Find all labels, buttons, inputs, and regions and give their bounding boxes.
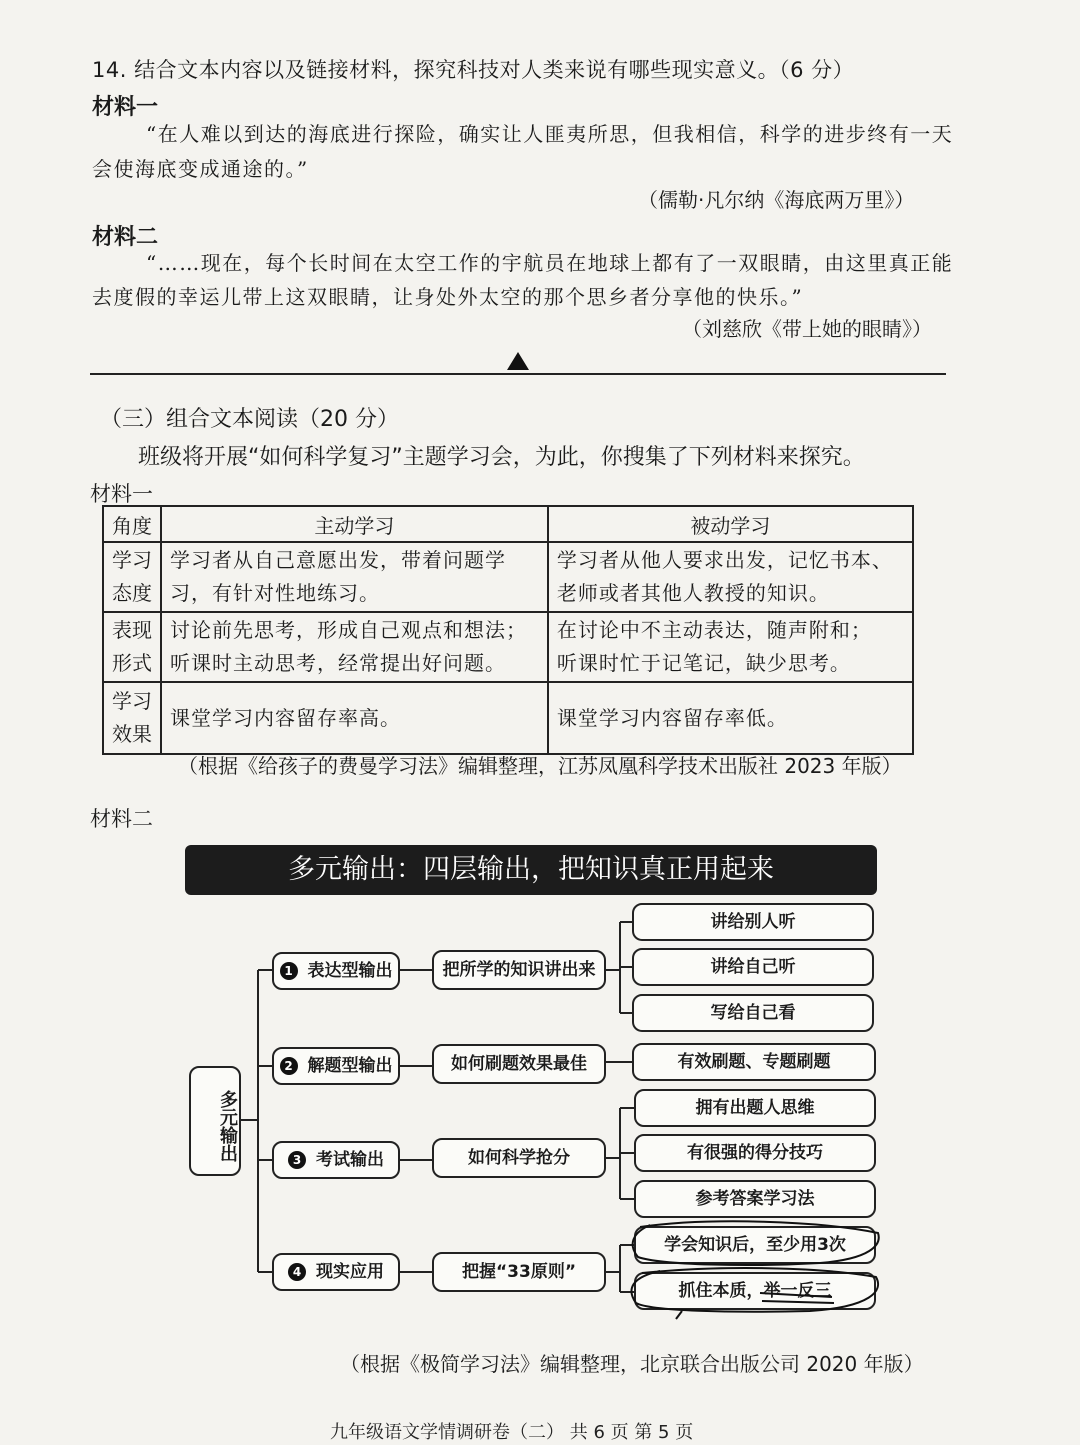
material1-line2: 会使海底变成通途的。” bbox=[92, 157, 309, 181]
row-active bbox=[161, 612, 548, 682]
angle-line: 态度 bbox=[112, 581, 152, 605]
angle-line: 学习 bbox=[112, 548, 152, 572]
row-active: 课堂学习内容留存率高。 bbox=[161, 682, 548, 754]
cell-line: 听课时忙于记笔记，缺少思考。 bbox=[556, 651, 851, 675]
cell-line: 习，有针对性地练习。 bbox=[170, 581, 380, 605]
row-active bbox=[161, 542, 548, 612]
branch-problem-solving-output bbox=[272, 1047, 400, 1085]
material2-source: （刘慈欣《带上她的眼睛》） bbox=[682, 317, 932, 341]
row-angle bbox=[103, 682, 161, 754]
branch-real-application bbox=[272, 1253, 400, 1291]
number-badge: 4 bbox=[288, 1263, 306, 1281]
branch-label: 表达型输出 bbox=[307, 961, 393, 981]
cell-line: 学习者从他人要求出发，记忆书本、 bbox=[556, 548, 893, 572]
material2-line1: “……现在，每个长时间在太空工作的宇航员在地球上都有了一双眼睛，由这里真正能 bbox=[146, 251, 954, 275]
cell-line: 在讨论中不主动表达，随声附和； bbox=[556, 618, 872, 642]
branch-label: 考试输出 bbox=[316, 1150, 384, 1170]
page-footer: 九年级语文学情调研卷（二） 共 6 页 第 5 页 bbox=[330, 1422, 694, 1443]
cell-line: 老师或者其他人教授的知识。 bbox=[556, 581, 830, 605]
group-material1-heading: 材料一 bbox=[90, 482, 153, 506]
leaf-box: 讲给自己听 bbox=[632, 948, 874, 986]
cell-line: 听课时主动思考，经常提出好问题。 bbox=[170, 651, 506, 675]
branch-label: 解题型输出 bbox=[307, 1056, 393, 1076]
cell-line: 学习者从自己意愿出发，带着问题学 bbox=[170, 548, 506, 572]
header-active: 主动学习 bbox=[161, 506, 548, 542]
leaf-box: 讲给别人听 bbox=[632, 903, 874, 941]
group-material1-source: （根据《给孩子的费曼学习法》编辑整理，江苏凤凰科学技术出版社 2023 年版） bbox=[178, 754, 902, 778]
question-14: 14. 结合文本内容以及链接材料，探究科技对人类来说有哪些现实意义。（6 分） bbox=[92, 58, 855, 82]
pen-annotation-icon bbox=[620, 1215, 890, 1325]
angle-line: 表现 bbox=[112, 618, 152, 642]
branch-exam-output bbox=[272, 1141, 400, 1179]
angle-line: 效果 bbox=[112, 722, 152, 746]
learning-comparison-table bbox=[102, 505, 914, 755]
material2-line2: 去度假的幸运儿带上这双眼睛，让身处外太空的那个思乡者分享他的快乐。” bbox=[92, 285, 804, 309]
method-box: 如何刷题效果最佳 bbox=[432, 1044, 606, 1084]
cell-line: 讨论前先思考，形成自己观点和想法； bbox=[170, 618, 527, 642]
row-passive bbox=[548, 542, 913, 612]
group-material2-heading: 材料二 bbox=[90, 807, 153, 831]
section3-title: （三）组合文本阅读（20 分） bbox=[100, 407, 399, 432]
leaf-box: 有效刷题、专题刷题 bbox=[632, 1043, 876, 1081]
header-passive: 被动学习 bbox=[548, 506, 913, 542]
material1-source: （儒勒·凡尔纳《海底两万里》） bbox=[638, 188, 915, 212]
number-badge: 3 bbox=[288, 1151, 306, 1169]
row-passive bbox=[548, 612, 913, 682]
method-box: 把所学的知识讲出来 bbox=[432, 950, 606, 990]
leaf-box: 学会知识后，至少用3次 bbox=[634, 1226, 876, 1264]
branch-label: 现实应用 bbox=[316, 1262, 384, 1282]
diagram-root: 多元输出 bbox=[189, 1066, 241, 1176]
leaf-box: 抓住本质，举一反三 bbox=[634, 1272, 876, 1310]
material2-heading: 材料二 bbox=[92, 225, 159, 250]
group-material2-source: （根据《极简学习法》编辑整理，北京联合出版公司 2020 年版） bbox=[340, 1352, 924, 1376]
branch-expression-output bbox=[272, 952, 400, 990]
method-box: 把握“33原则” bbox=[432, 1252, 606, 1292]
leaf-box: 参考答案学习法 bbox=[634, 1180, 876, 1218]
angle-line: 学习 bbox=[112, 689, 152, 713]
row-angle bbox=[103, 542, 161, 612]
triangle-marker-icon bbox=[507, 352, 529, 370]
table-row bbox=[103, 612, 913, 682]
diagram-title: 多元输出：四层输出，把知识真正用起来 bbox=[185, 845, 877, 895]
leaf-box: 写给自己看 bbox=[632, 994, 874, 1032]
table-header-row bbox=[103, 506, 913, 542]
table-row bbox=[103, 542, 913, 612]
number-badge: 1 bbox=[280, 962, 298, 980]
material1-heading: 材料一 bbox=[92, 95, 159, 120]
angle-line: 形式 bbox=[112, 651, 152, 675]
leaf-box: 拥有出题人思维 bbox=[634, 1089, 876, 1127]
row-angle bbox=[103, 612, 161, 682]
table-row bbox=[103, 682, 913, 754]
leaf-box: 有很强的得分技巧 bbox=[634, 1134, 876, 1172]
number-badge: 2 bbox=[280, 1057, 298, 1075]
header-angle: 角度 bbox=[103, 506, 161, 542]
row-passive: 课堂学习内容留存率低。 bbox=[548, 682, 913, 754]
method-box: 如何科学抢分 bbox=[432, 1138, 606, 1178]
material1-line1: “在人难以到达的海底进行探险，确实让人匪夷所思，但我相信，科学的进步终有一天 bbox=[146, 122, 954, 146]
section3-intro: 班级将开展“如何科学复习”主题学习会，为此，你搜集了下列材料来探究。 bbox=[138, 445, 865, 470]
section-divider bbox=[90, 373, 946, 375]
